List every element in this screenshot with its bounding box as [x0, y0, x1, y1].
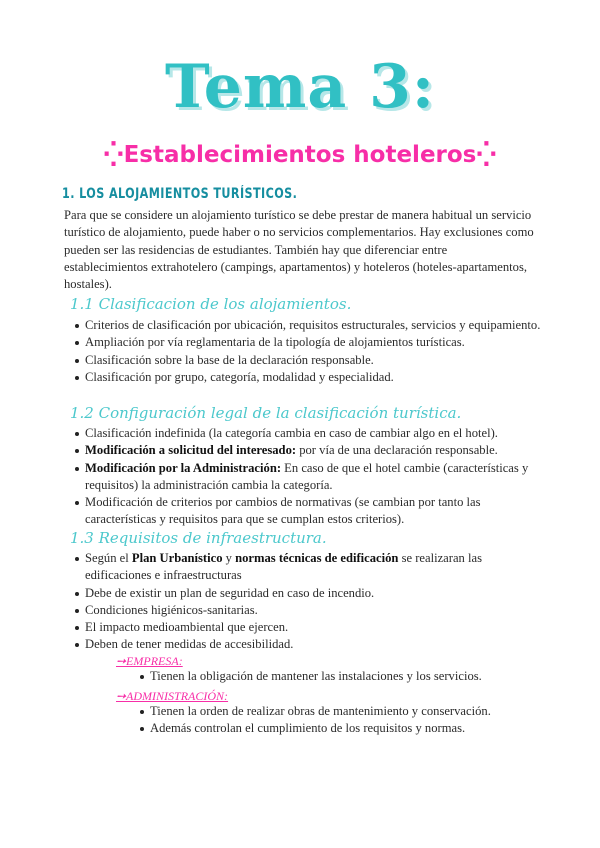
list-item: Clasificación por grupo, categoría, modalidad y especialidad. [85, 369, 545, 386]
bold-term: Modificación por la Administración: [85, 460, 282, 475]
section-heading-1-3: 1.3 Requisitos de infraestructura. [70, 529, 327, 547]
list-item: Criterios de clasificación por ubicación, requisitos estructurales, servicios y equipamiento. [85, 317, 545, 334]
item-text: por vía de una declaración responsable. [296, 443, 498, 458]
page-subtitle: ⁛Establecimientos hoteleros⁛ [103, 142, 497, 168]
list-item: Tienen la orden de realizar obras de mantenimiento y conservación. [150, 703, 550, 720]
list-item [85, 442, 545, 459]
item-text: y [222, 551, 236, 565]
item-text: se realizaran las edificaciones e infraestructuras [85, 551, 482, 583]
list-item: Tienen la obligación de mantener las instalaciones y los servicios. [150, 668, 550, 685]
list-item: Modificación de criterios por cambios de normativas (se cambian por tanto las características y requisitos para que se cumplan estos criterios). [85, 494, 545, 529]
item-text: En caso de que el hotel cambie (características y requisitos) la administración cambia la categoría. [85, 460, 529, 492]
empresa-list [150, 668, 550, 685]
section-heading-1-2: 1.2 Configuración legal de la clasificación turística. [70, 404, 462, 422]
list-item: Deben de tener medidas de accesibilidad. [85, 636, 545, 653]
administracion-label: ➙ADMINISTRACIÓN: [116, 689, 229, 703]
page-title: Tema 3: [164, 52, 436, 122]
intro-paragraph: Para que se considere un alojamiento turístico se debe prestar de manera habitual un servicio turístico de alojamiento, puede haber o no servicios complementarios. Hay exclusiones como pueden ser las residencias de estudiantes. También hay que diferenciar entre establecimientos extrahotelero (campings, apartamentos) y hoteleros (hoteles-apartamentos, hostales). [64, 208, 534, 292]
list-item: Ampliación por vía reglamentaria de la tipología de alojamientos turísticas. [85, 334, 545, 351]
bold-term: Plan Urbanístico [131, 551, 223, 565]
section-heading-1-1: 1.1 Clasificacion de los alojamientos. [70, 295, 352, 313]
list-item: El impacto medioambiental que ejercen. [85, 619, 545, 636]
administracion-list [150, 703, 550, 738]
list-1-2 [85, 425, 545, 529]
list-item: Debe de existir un plan de seguridad en caso de incendio. [85, 585, 545, 602]
section-heading-1: 1. LOS ALOJAMIENTOS TURÍSTICOS. [62, 186, 298, 202]
list-item: Además controlan el cumplimiento de los requisitos y normas. [150, 720, 550, 737]
list-item: Clasificación indefinida (la categoría cambia en caso de cambiar algo en el hotel). [85, 425, 545, 442]
bold-term: normas técnicas de edificación [235, 551, 399, 565]
empresa-label: ➙EMPRESA: [116, 654, 183, 668]
list-item [85, 550, 545, 585]
list-item [85, 460, 545, 495]
list-1-1 [85, 317, 545, 386]
item-text: Según el [85, 551, 132, 565]
list-item: Clasificación sobre la base de la declaración responsable. [85, 352, 545, 369]
bold-term: Modificación a solicitud del interesado: [85, 443, 297, 458]
list-1-3 [85, 550, 545, 654]
list-item: Condiciones higiénicos-sanitarias. [85, 602, 545, 619]
